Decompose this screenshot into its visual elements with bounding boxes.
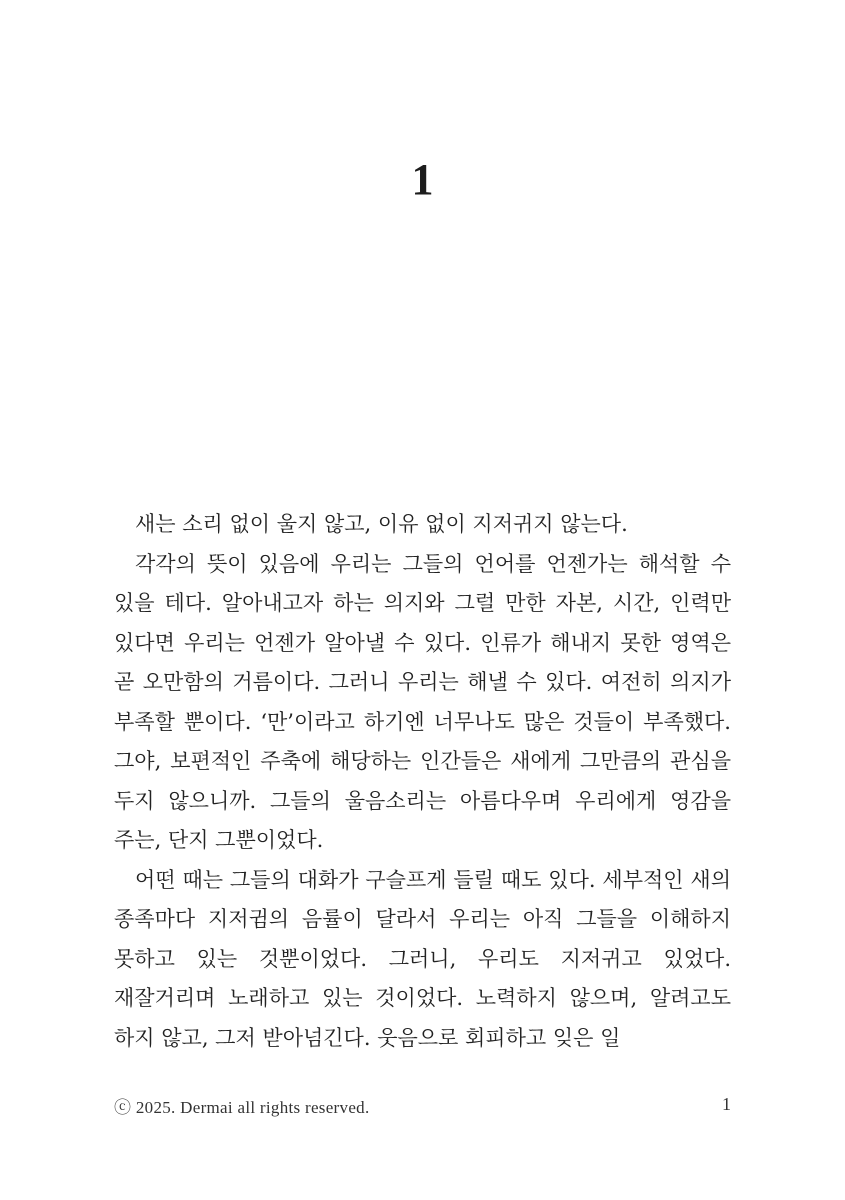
body-text xyxy=(114,505,731,1058)
paragraph: 각각의 뜻이 있음에 우리는 그들의 언어를 언젠가는 해석할 수 있을 테다. 알아내고자 하는 의지와 그럴 만한 자본, 시간, 인력만 있다면 우리는 언젠가 알아낼 수 있다. 인류가 해내지 못한 영역은 곧 오만함의 거름이다. 그러니 우리는 해낼 수 있다. 여전히 의지가 부족할 뿐이다. ‘만’이라고 하기엔 너무나도 많은 것들이 부족했다. 그야, 보편적인 주축에 해당하는 인간들은 새에게 그만큼의 관심을 두지 않으니까. 그들의 울음소리는 아름다우며 우리에게 영감을 주는, 단지 그뿐이었다. xyxy=(114,551,731,852)
paragraph: 어떤 때는 그들의 대화가 구슬프게 들릴 때도 있다. 세부적인 새의 종족마다 지저귐의 음률이 달라서 우리는 아직 그들을 이해하지 못하고 있는 것뿐이었다. 그러니, 우리도 지저귀고 있었다. 재잘거리며 노래하고 있는 것이었다. 노력하지 않으며, 알려고도 하지 않고, 그저 받아넘긴다. 웃음으로 회피하고 잊은 일 xyxy=(114,867,731,1050)
chapter-number: 1 xyxy=(411,155,434,204)
paragraph: 새는 소리 없이 울지 않고, 이유 없이 지저귀지 않는다. xyxy=(135,512,628,536)
copyright-notice: ⓒ 2025. Dermai all rights reserved. xyxy=(114,1098,370,1117)
page-number: 1 xyxy=(722,1094,731,1114)
